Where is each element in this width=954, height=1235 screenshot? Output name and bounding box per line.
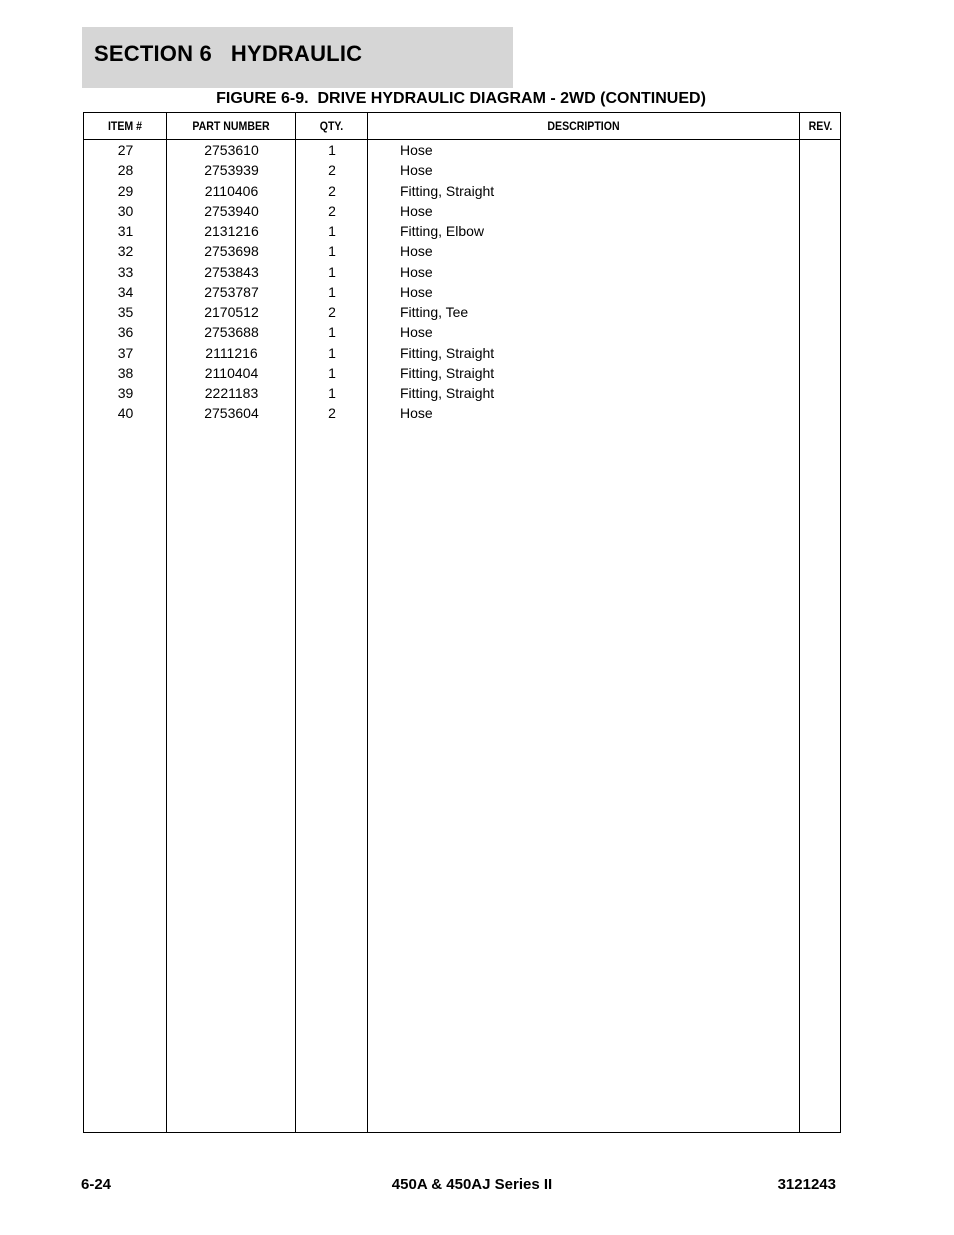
header-part-number: PART NUMBER — [192, 119, 270, 133]
qty-cell: 1 — [328, 223, 336, 239]
part-number-cell: 2753843 — [204, 263, 259, 280]
description-cell: Fitting, Elbow — [400, 223, 485, 239]
header-description: DESCRIPTION — [547, 119, 620, 133]
item-cell: 40 — [117, 405, 134, 422]
item-cell: 36 — [117, 324, 134, 341]
item-cell: 29 — [117, 182, 134, 199]
qty-cell: 1 — [328, 283, 336, 300]
qty-cell: 1 — [328, 324, 336, 341]
parts-table — [83, 112, 841, 1133]
item-cell: 35 — [117, 304, 134, 320]
document-number: 3121243 — [777, 1176, 836, 1193]
item-cell: 39 — [117, 385, 134, 401]
page-number: 6-24 — [81, 1176, 112, 1193]
table-row — [84, 322, 840, 342]
qty-cell: 2 — [328, 202, 336, 219]
description-cell: Fitting, Straight — [400, 385, 495, 401]
qty-cell: 1 — [328, 142, 336, 158]
table-row — [84, 262, 840, 282]
table-row — [84, 343, 840, 363]
qty-cell: 1 — [328, 364, 336, 381]
figure-title: FIGURE 6-9. DRIVE HYDRAULIC DIAGRAM - 2WD (CONTINUED) — [216, 90, 706, 107]
table-row — [84, 181, 840, 201]
description-cell: Hose — [400, 202, 433, 219]
section-title: SECTION 6 HYDRAULIC — [94, 41, 363, 66]
table-row — [84, 201, 840, 221]
item-cell: 34 — [117, 283, 134, 300]
section-banner — [82, 27, 513, 88]
table-row — [84, 383, 840, 403]
table-row — [84, 221, 840, 241]
header-rev: REV. — [808, 119, 833, 133]
qty-cell: 1 — [328, 243, 336, 260]
qty-cell: 1 — [328, 385, 336, 401]
description-cell: Fitting, Tee — [400, 304, 469, 320]
item-cell: 33 — [117, 263, 134, 280]
qty-cell: 2 — [328, 304, 336, 320]
table-row — [84, 241, 840, 261]
qty-cell: 2 — [328, 405, 336, 422]
qty-cell: 2 — [328, 162, 336, 179]
description-cell: Hose — [400, 405, 433, 422]
description-cell: Hose — [400, 324, 433, 341]
table-row — [84, 363, 840, 383]
table-row — [84, 160, 840, 180]
part-number-cell: 2131216 — [204, 223, 259, 239]
part-number-cell: 2221183 — [204, 385, 259, 401]
table-body — [84, 140, 840, 424]
part-number-cell: 2753939 — [204, 162, 259, 179]
table-header — [84, 113, 840, 140]
header-item: ITEM # — [107, 119, 143, 133]
table-row — [84, 403, 840, 423]
description-cell: Fitting, Straight — [400, 344, 495, 361]
part-number-cell: 2110404 — [204, 364, 259, 381]
qty-cell: 1 — [328, 344, 336, 361]
description-cell: Fitting, Straight — [400, 364, 495, 381]
part-number-cell: 2753698 — [204, 243, 259, 260]
part-number-cell: 2753604 — [204, 405, 259, 422]
model-name: 450A & 450AJ Series II — [391, 1176, 553, 1193]
part-number-cell: 2111216 — [205, 344, 258, 361]
item-cell: 27 — [117, 142, 134, 158]
description-cell: Hose — [400, 162, 433, 179]
description-cell: Hose — [400, 142, 433, 158]
item-cell: 37 — [117, 344, 134, 361]
part-number-cell: 2753610 — [204, 142, 259, 158]
part-number-cell: 2753688 — [204, 324, 259, 341]
item-cell: 30 — [117, 202, 134, 219]
table-row — [84, 282, 840, 302]
qty-cell: 1 — [328, 263, 336, 280]
item-cell: 31 — [117, 223, 134, 239]
description-cell: Hose — [400, 283, 433, 300]
description-cell: Fitting, Straight — [400, 182, 495, 199]
table-row — [84, 302, 840, 322]
item-cell: 28 — [117, 162, 134, 179]
description-cell: Hose — [400, 263, 433, 280]
qty-cell: 2 — [328, 182, 336, 199]
part-number-cell: 2753940 — [204, 202, 259, 219]
part-number-cell: 2170512 — [204, 304, 259, 320]
description-cell: Hose — [400, 243, 433, 260]
part-number-cell: 2110406 — [204, 182, 259, 199]
item-cell: 38 — [117, 364, 134, 381]
table-row — [84, 140, 840, 160]
item-cell: 32 — [117, 243, 134, 260]
part-number-cell: 2753787 — [204, 283, 259, 300]
header-qty: QTY. — [319, 119, 344, 133]
